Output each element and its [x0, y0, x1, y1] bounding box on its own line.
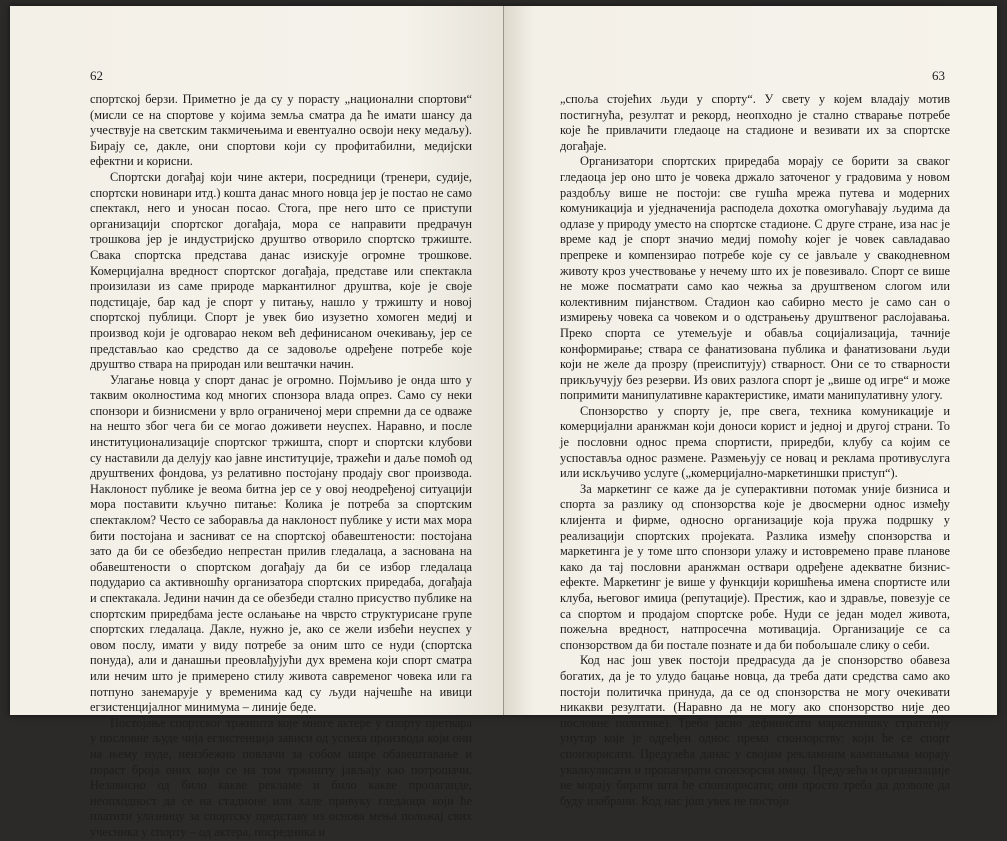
page-body — [560, 92, 950, 809]
paragraph: Организатори спортских приредаба морају се борити за сваког гледаоца јер оно што је човека држало заточеног у градовима у новом раздобљу више не постоји: све гушћа мрежа путева и модерних комуникација и уједначенија расподела дохотка омогућавају људима да одлазе у природу уместо на спортске стадионе. С друге стране, иза нас је време кад је спорт значио медиј помоћу којег је човек савладавао препреке и компензирао потребе које су се јављале у свакодневном животу кроз учествовање у нечему што их је повезивало. Спорт се више не може посматрати само као чежња за друштвеном слогом или колективним пијанством. Стадион као сабирно место је само сан о измирењу човека са човеком и о одстрањењу друштвеног раслојавања. Преко спорта се утемељује и обавља социјализација, тачније конформирање; ствара се фанатизована публика и фанатизовани људи који не желе да прозру (преиспитују) стварност. Они се то стварности прикључују без резерви. Из ових разлога спорт је „више од игре“ и може попримити манипулативне карактеристике, имати манипулативну улогу. — [560, 154, 950, 403]
paragraph: Улагање новца у спорт данас је огромно. Појмљиво је онда што у таквим околностима код многих спонзора влада опрез. Само су неки спонзори и бизнисмени у врло ограниченој мери спремни да се одваже на нешто због чега би се могао доживети неуспех. Наравно, и после институционализације спортског тржишта, спорт и спортски клубови су наставили да делују као јавне институције, тражећи и даље помоћ од друштвених фондова, уз релативно постојану продају свог производа. Наклоност публике је веома битна јер се у овој неодређеној ситуацији мора поставити кључно питање: Колика је потреба за спортским спектаклом? Често се заборавља да наклоност публике у исти мах мора бити постојана и засниват се на спортској обавештености: постојана зато да би се обезбедио непрестан прилив гледалаца, а заснована на обавештености о спортском догађају да би се избор гледалаца подударио са активношћу организатора спортских приредаба, догађаја и спектакала. Једини начин да се обезбеди стално присуство публике на спортским приредбама јесте ослањање на чврсто структурисане групе спортских гледалаца. Дакле, нужно је, ако се жели избећи неуспех у овом послу, имати у виду потребе за оним што се нуди (спортска понуда), али и данашњи преовлађујући дух времена који спорт сматра или нечим што је примерено стилу живота савременог човека или га потпуно занемарује у временима кад су људи најчешће на ивици егзистенцијалног минимума – линије беде. — [90, 372, 472, 715]
paragraph: спортској берзи. Приметно је да су у порасту „национални спортови“ (мисли се на спортове у којима земља сматра да ће имати шансу да учествује на светским такмичењима и евентуално освоји неку медаљу). Бирају се, дакле, они спортови који су профитабилни, медијски ефектни и корисни. — [90, 92, 472, 169]
paragraph: „споља стојећих људи у спорту“. У свету у којем владају мотив постигнућа, резултат и рекорд, неопходно је стално стварање потребе које ће привлачити гледаоце на стадионе и везивати их за спортске догађаје. — [560, 92, 950, 153]
paragraph: Спортски догађај који чине актери, посредници (тренери, судије, спортски новинари итд.) кошта данас много новца јер је постао не само спектакл, него и уносан посао. Стога, пре него што се приступи организацији спортског догађаја, мора се направити предрачун трошкова јер је индустријско друштво отворило спортско тржиште. Свака спортска представа данас изискује огромне трошкове. Комерцијална вредност спортског догађаја, представе или спектакла произилази из саме природе маркантилног друштва, које је своје подстицаје, бар кад је спорт у питању, нашло у тржишту и новој спортској публици. Спорт је увек био изузетно хомоген медиј и производ који је одговарао неком већ дефинисаном очекивању, јер се представљао као средство да се задовоље одређене потребе које друштво ствара на природан или вештачки начин. — [90, 169, 472, 372]
right-page — [504, 6, 997, 808]
page-number: 63 — [932, 68, 945, 83]
paragraph: Спонзорство у спорту је, пре свега, техника комуникације и комерцијални аранжман који доноси корист и једној и другој страни. То је пословни однос према спортисти, приредби, клубу са којим се успоставља однос размене. Размењују се новац и реклама противуслуга или искључиво услуге („комерцијално-маркетиншки приступ“). — [560, 403, 950, 481]
paragraph: Код нас још увек постоји предрасуда да је спонзорство обавеза богатих, да је то улудо бацање новца, да треба дати средства само ако постоји политичка принуда, да се од спонзорства не могу очекивати никакви резултати. (Наравно да не могу ако спонзорство није део пословне политике). Треба јасно дефинисати маркетиншку стратегију унутар које је одређен однос према спонзорству: који ће се спорт спонзорисати. Предузећа данас у својим рекламним кампањама морају укалкулисати и пропагирати спонзорски имиџ. Предузећа и организације не морају бирати шта ће спонзорисати; они просто треба да дозволе да буду изабрани. Код нас још увек не постоји — [560, 653, 950, 808]
page-body — [90, 92, 472, 841]
page-number: 62 — [90, 68, 103, 83]
left-page — [10, 6, 503, 839]
book-spread — [10, 6, 997, 839]
paragraph: Постојање спортског тржишта које многе актере у спорту претвара у пословне људе чија егзистенција зависи од успеха производа који они на њему нуде, неизбежно повлачи за собом шире обавештавање и пораст броја оних који се на том тржишту јављају као потрошачи. Независно од било какве рекламе и било какве пропаганде, неопходност да се на стадионе или хале привуку гледаоци који ће платити улазницу за спортску представу из основа мења положај свих учесника у спорту – од актера, посредника и — [90, 715, 472, 839]
paragraph: За маркетинг се каже да је суперактивни потомак уније бизниса и спорта за разлику од спонзорства које је двосмерни однос између клијента и фирме, односно организације која пружа подршку у реализацији спортских пројеката. Разлика између спонзорства и маркетинга је у томе што спонзори улажу и истовремено праве планове како да тај пословни аранжман оствари одређене адекватне бизнис-ефекте. Маркетинг је више у функцији коришћења имена спортисте или клуба, његовог имиџа (репутације). Престиж, као и здравље, повезује се са спортом и продајом спортске робе. Нуди се један модел живота, пожељна вредност, натпросечна мотивација. Организације се са спонзорством да би постале познате и да би побољшале слику о себи. — [560, 481, 950, 652]
